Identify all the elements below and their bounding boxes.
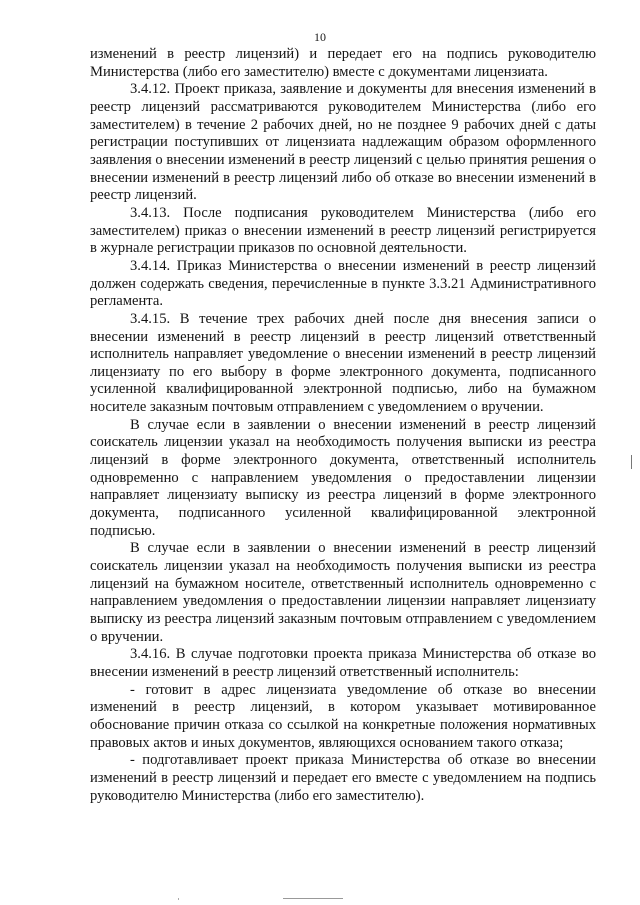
scan-bottom-dash (283, 898, 343, 899)
paragraph-electronic-extract: В случае если в заявлении о внесении изменений в реестр лицензий соискатель лицензии указал на необходимость получения выписки из реестра лицензий в форме электронного документа, ответственный исполнитель одновременно с направлением уведомления о предоставлении лицензии направляет лицензиату выписку из реестра лицензий в форме электронного документа, подписанного усиленной квалифицированной электронной подписью. (90, 416, 596, 539)
paragraph-3-4-15: 3.4.15. В течение трех рабочих дней после дня внесения записи о внесении изменений в реестр лицензий в реестр лицензий ответственный исполнитель направляет уведомление о внесении изменений в реестр лицензий лицензиату по его выбору в форме электронного документа, подписанного усиленной квалифицированной электронной подписью, либо на бумажном носителе заказным почтовым отправлением с уведомлением о вручении. (90, 310, 596, 416)
paragraph-3-4-13: 3.4.13. После подписания руководителем Министерства (либо его заместителем) приказ о внесении изменений в реестр лицензий регистрируется в журнале регистрации приказов по основной деятельности. (90, 204, 596, 257)
document-body (90, 46, 596, 805)
page-number: 10 (314, 30, 326, 44)
paragraph-3-4-12: 3.4.12. Проект приказа, заявление и документы для внесения изменений в реестр лицензий рассматриваются руководителем Министерства (либо его заместителем) в течение 2 рабочих дней, но не позднее 9 рабочих дней с даты регистрации поступивших от лицензиата надлежащим образом оформленного заявления о внесении изменений в реестр лицензий с целью принятия решения о внесении изменений в реестр лицензий либо об отказе во внесении изменений в реестр лицензий. (90, 81, 596, 204)
paragraph-3-4-14: 3.4.14. Приказ Министерства о внесении изменений в реестр лицензий должен содержать сведения, перечисленные в пункте 3.3.21 Административного регламента. (90, 257, 596, 310)
paragraph-paper-extract: В случае если в заявлении о внесении изменений в реестр лицензий соискатель лицензии указал на необходимость получения выписки из реестра лицензий на бумажном носителе, ответственный исполнитель одновременно с направлением уведомления о предоставлении лицензии направляет лицензиату выписку из реестра лицензий заказным почтовым отправлением с уведомлением о вручении. (90, 540, 596, 645)
paragraph-3-4-16: 3.4.16. В случае подготовки проекта приказа Министерства об отказе во внесении изменений в реестр лицензий ответственный исполнитель: (90, 646, 596, 680)
list-item-refusal-order: - подготавливает проект приказа Министерства об отказе во внесении изменений в реестр лицензий и передает его вместе с уведомлением на подпись руководителю Министерства (либо его заместителю). (90, 752, 596, 804)
paragraph-continuation: изменений в реестр лицензий) и передает его на подпись руководителю Министерства (либо его заместителю) вместе с документами лицензиата. (90, 46, 596, 80)
scan-edge-mark (631, 455, 632, 469)
list-item-refusal-notice: - готовит в адрес лицензиата уведомление об отказе во внесении изменений в реестр лицензий, в котором указывает мотивированное обоснование причин отказа со ссылкой на конкретные положения нормативных правовых актов и иных документов, являющихся основанием такого отказа; (90, 681, 596, 751)
scan-dot (178, 898, 179, 900)
